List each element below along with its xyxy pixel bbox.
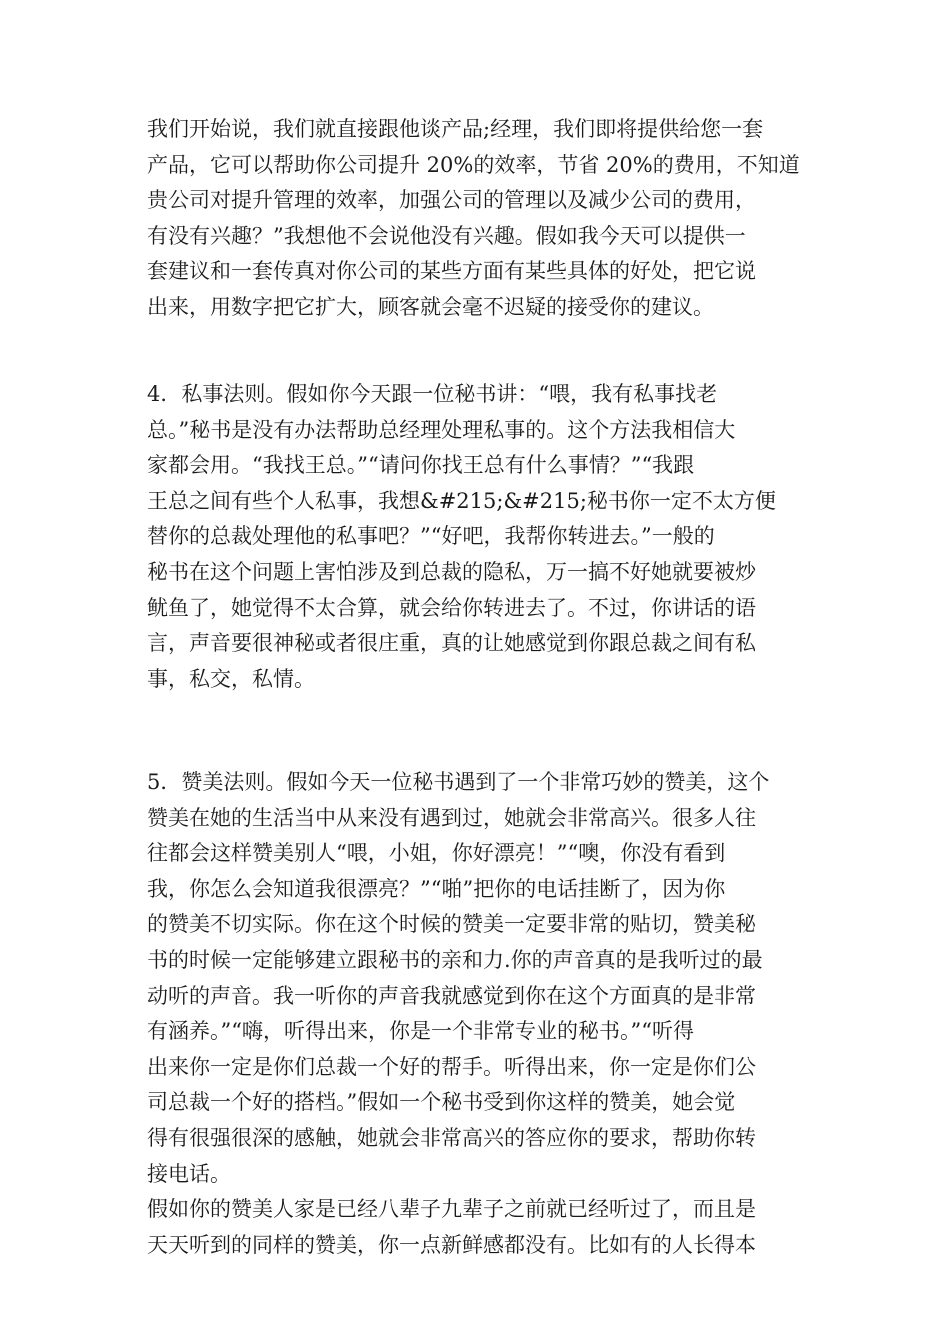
text-line: 产品，它可以帮助你公司提升 20%的效率，节省 20%的费用，不知道: [147, 152, 800, 177]
text-line: 有涵养。”“嗨，听得出来，你是一个非常专业的秘书。”“听得: [147, 1019, 694, 1044]
text-line: 贵公司对提升管理的效率，加强公司的管理以及减少公司的费用，: [147, 188, 756, 213]
text-line: 4．私事法则。假如你今天跟一位秘书讲：“喂，我有私事找老: [147, 382, 718, 406]
text-line: 秘书在这个问题上害怕涉及到总裁的隐私，万一搞不好她就要被炒: [147, 559, 756, 584]
text-line: 事，私交，私情。: [147, 666, 315, 691]
text-line: 动听的声音。我一听你的声音我就感觉到你在这个方面真的是非常: [147, 983, 756, 1008]
text-line: 往都会这样赞美别人“喂，小姐，你好漂亮！”“噢，你没有看到: [147, 841, 726, 866]
paragraph-praise-rule: [147, 765, 807, 1263]
paragraph-benefit-pitch: [147, 112, 807, 326]
text-line: 出来你一定是你们总裁一个好的帮手。听得出来，你一定是你们公: [147, 1054, 756, 1079]
text-line: 替你的总裁处理他的私事吧？”“好吧，我帮你转进去。”一般的: [147, 524, 715, 549]
text-line: 5．赞美法则。假如今天一位秘书遇到了一个非常巧妙的赞美，这个: [147, 770, 770, 794]
text-line: 司总裁一个好的搭档。”假如一个秘书受到你这样的赞美，她会觉: [147, 1090, 736, 1115]
text-line: 家都会用。“我找王总。”“请问你找王总有什么事情？”“我跟: [147, 453, 695, 478]
paragraph-private-matter-rule: [147, 377, 807, 697]
text-line: 出来，用数字把它扩大，顾客就会毫不迟疑的接受你的建议。: [147, 294, 714, 319]
text-line: 言，声音要很神秘或者很庄重，真的让她感觉到你跟总裁之间有私: [147, 631, 756, 656]
text-line: 套建议和一套传真对你公司的某些方面有某些具体的好处，把它说: [147, 259, 756, 284]
text-line: 天天听到的同样的赞美，你一点新鲜感都没有。比如有的人长得本: [147, 1232, 756, 1257]
text-line: 假如你的赞美人家是已经八辈子九辈子之前就已经听过了，而且是: [147, 1197, 756, 1222]
text-line: 鱿鱼了，她觉得不太合算，就会给你转进去了。不过，你讲话的语: [147, 595, 756, 620]
text-line: 有没有兴趣？”我想他不会说他没有兴趣。假如我今天可以提供一: [147, 223, 746, 248]
text-line: 我们开始说，我们就直接跟他谈产品;经理，我们即将提供给您一套: [147, 117, 764, 141]
text-line: 接电话。: [147, 1161, 231, 1186]
text-line: 书的时候一定能够建立跟秘书的亲和力.你的声音真的是我听过的最: [147, 947, 763, 972]
text-line: 我，你怎么会知道我很漂亮？”“啪”把你的电话挂断了，因为你: [147, 876, 726, 901]
text-line: 总。”秘书是没有办法帮助总经理处理私事的。这个方法我相信大: [147, 417, 736, 442]
text-line: 王总之间有些个人私事，我想&#215;&#215;秘书你一定不太方便: [147, 488, 776, 513]
text-line: 的赞美不切实际。你在这个时候的赞美一定要非常的贴切，赞美秘: [147, 912, 756, 937]
text-line: 赞美在她的生活当中从来没有遇到过，她就会非常高兴。很多人往: [147, 805, 756, 830]
text-line: 得有很强很深的感触，她就会非常高兴的答应你的要求，帮助你转: [147, 1125, 756, 1150]
